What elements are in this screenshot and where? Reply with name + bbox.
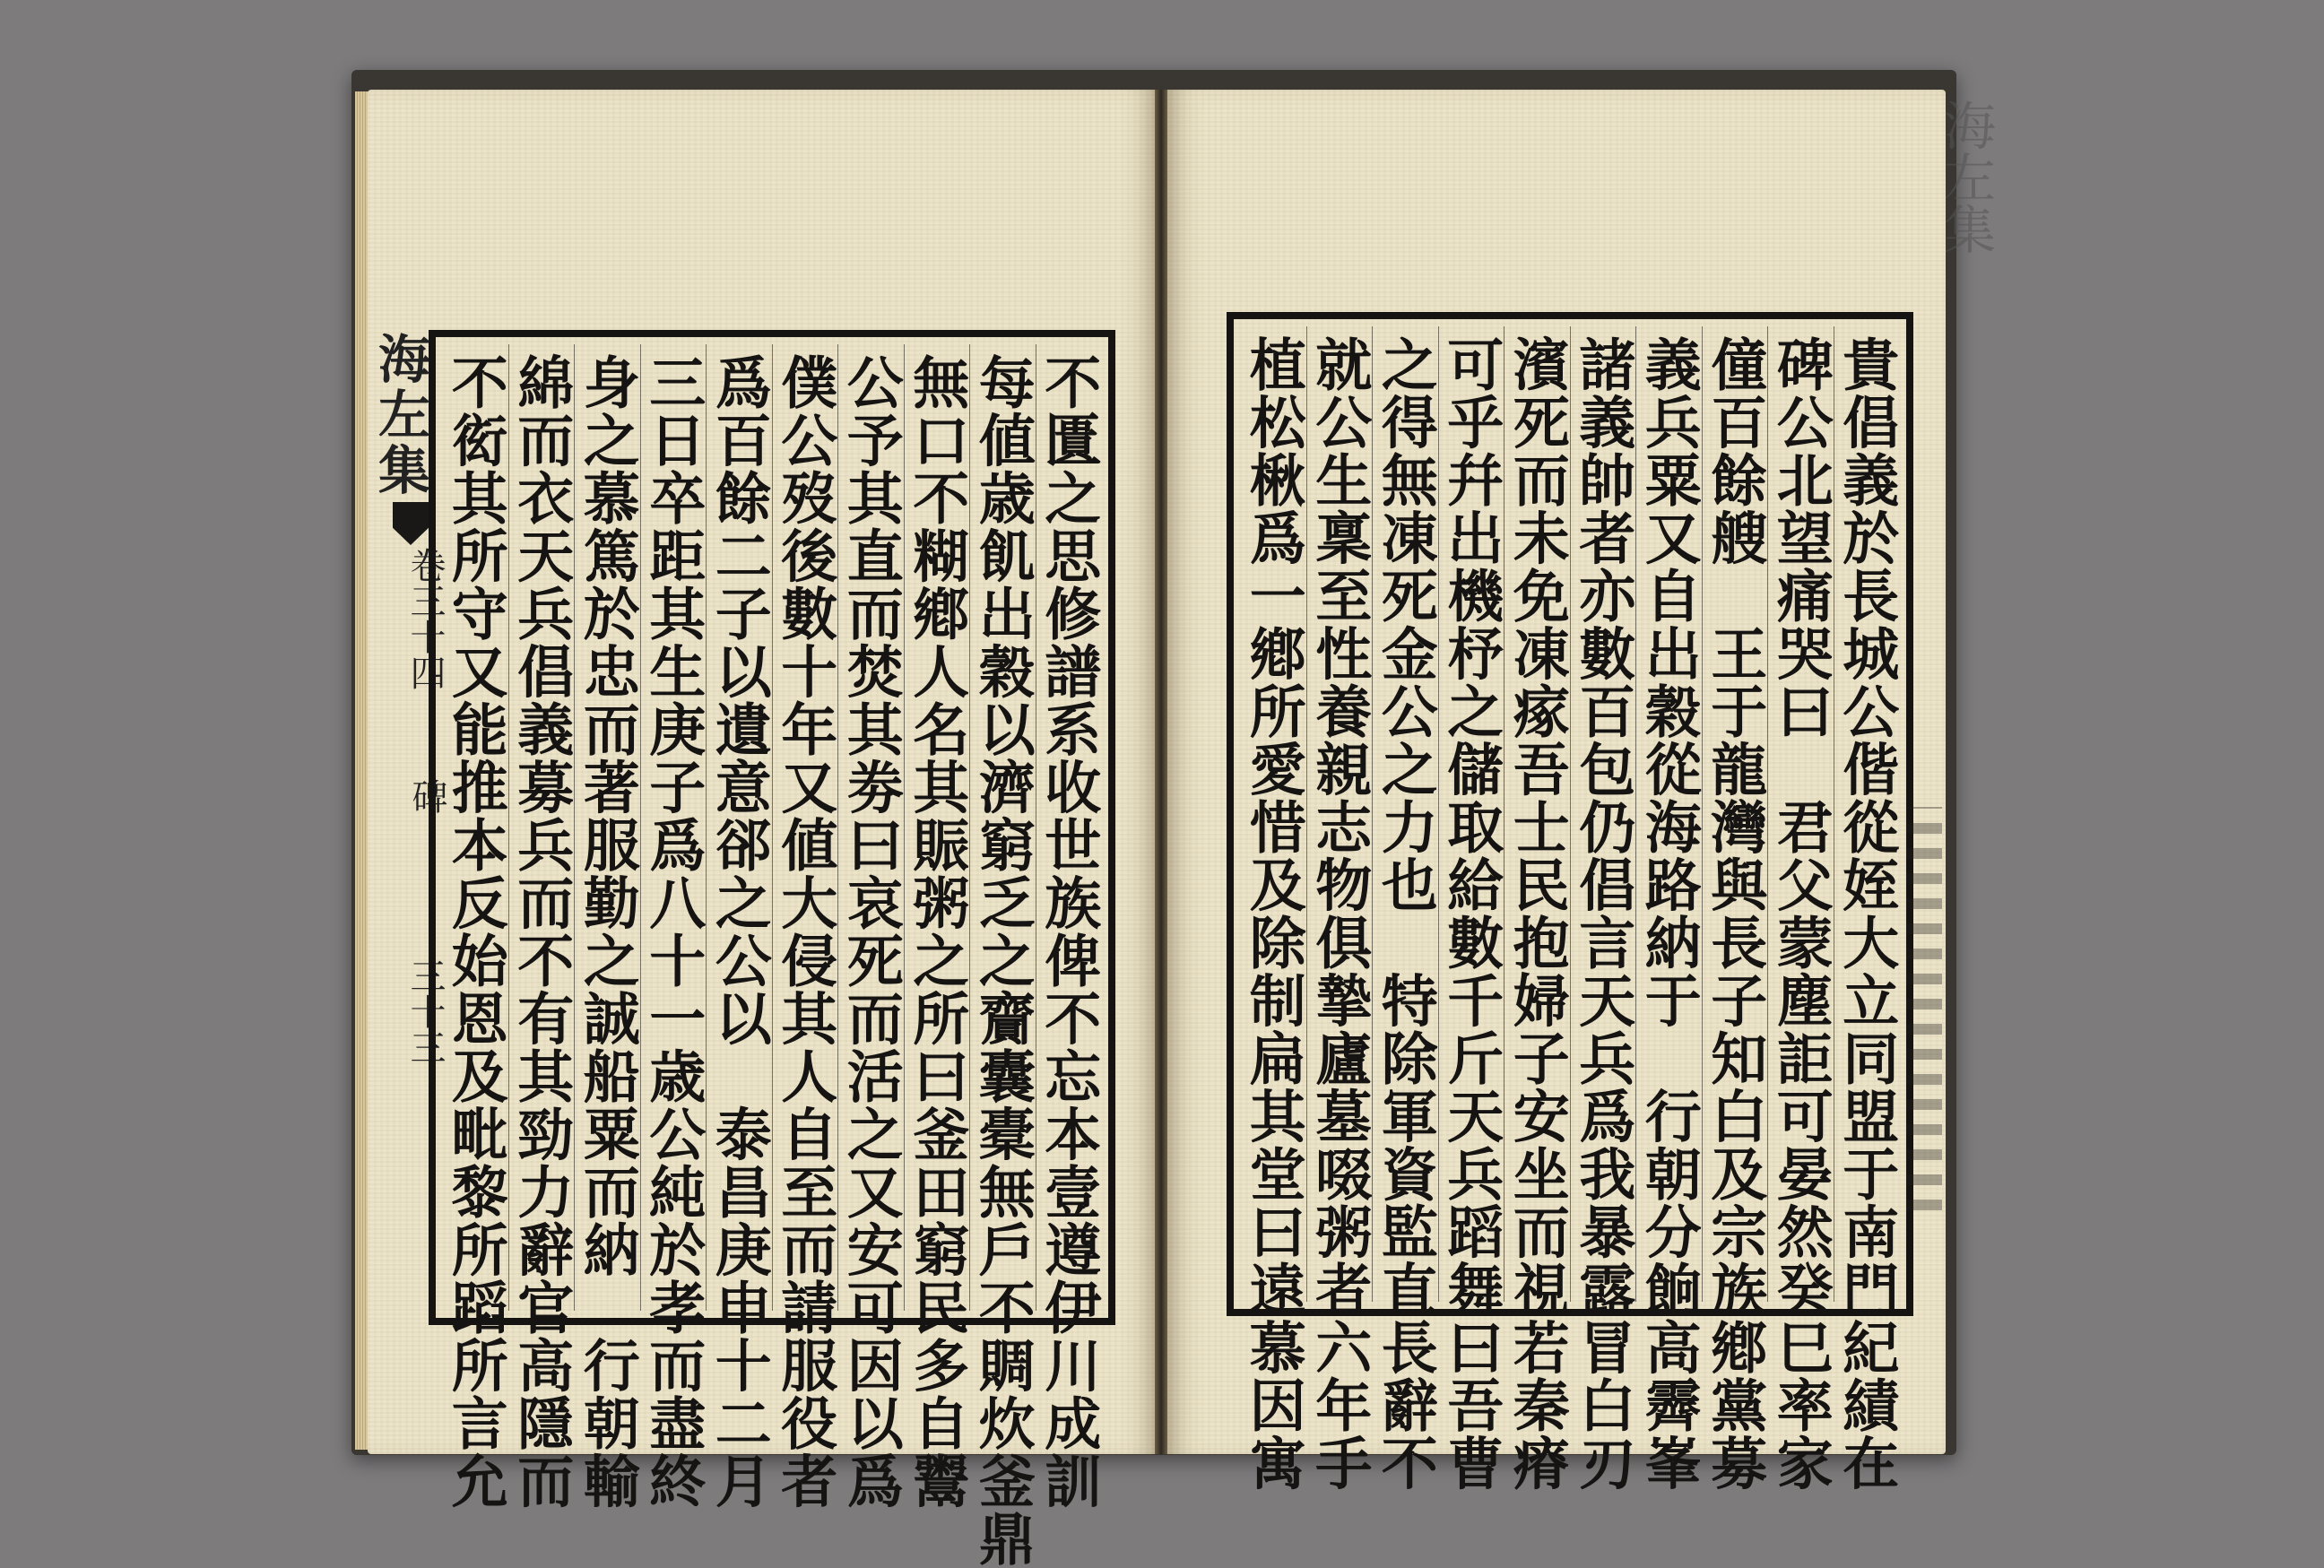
text-column xyxy=(442,344,508,1510)
margin-volume: 卷三十四 xyxy=(404,547,446,690)
column-text: 可乎幷出機杼之儲取給數千斤天兵蹈舞曰吾曹 xyxy=(1438,335,1505,1492)
column-text: 不衒其所守又能推本反始恩及毗黎所蹈所言允 xyxy=(442,353,508,1510)
text-column xyxy=(837,344,904,1510)
column-text: 之得無凍死金公之力也 特除軍資監直長辭不 xyxy=(1372,335,1438,1492)
text-column xyxy=(574,344,640,1510)
column-text: 就公生稟至性養親志物俱摯廬墓啜粥者六年手 xyxy=(1306,335,1373,1492)
right-text-frame xyxy=(1227,312,1913,1492)
text-column xyxy=(1438,326,1505,1492)
text-column xyxy=(772,344,838,1510)
margin-collection-title: 海左集 xyxy=(369,332,430,498)
column-text: 綿而衣天兵倡義募兵而不有其勁力辭官高隱而 xyxy=(508,353,575,1510)
left-text-columns xyxy=(442,344,1102,1568)
column-text: 貴倡義於長城公偕從姪大立同盟于南門紀績在 xyxy=(1834,335,1900,1492)
right-text-columns xyxy=(1240,326,1900,1492)
text-column xyxy=(640,344,707,1510)
text-column xyxy=(1240,326,1306,1492)
right-margin-ink-marks xyxy=(1906,807,1942,1210)
text-column xyxy=(1372,326,1438,1492)
text-column xyxy=(1702,326,1768,1492)
text-column xyxy=(1767,326,1834,1492)
column-text: 濱死而未免凍瘃吾士民抱婦子安坐而視若秦瘠 xyxy=(1504,335,1570,1492)
text-column xyxy=(1504,326,1570,1492)
column-text: 爲百餘二子以遺意郤之公以 泰昌庚申十二月 xyxy=(706,353,772,1510)
column-text: 碑公北望痛哭曰 君父蒙塵詎可晏然癸巳率家 xyxy=(1767,335,1834,1492)
text-column xyxy=(1036,344,1102,1510)
margin-category: 碑 xyxy=(406,778,447,814)
text-column xyxy=(1834,326,1900,1492)
column-text: 公予其直而焚其劵曰哀死而活之又安可因以爲 xyxy=(837,353,904,1510)
column-text: 三日卒距其生庚子爲八十一歳公純於孝而盡終 xyxy=(640,353,707,1510)
text-column xyxy=(508,344,575,1510)
column-text: 義兵粟又自出穀從海路納于 行朝分餉高霽峯 xyxy=(1635,335,1702,1492)
column-text: 每値歳飢出穀以濟窮乏之齎囊橐無戶不賙炊釜鼎 xyxy=(969,353,1036,1568)
book-gutter xyxy=(1155,90,1167,1454)
text-column xyxy=(1635,326,1702,1492)
text-column xyxy=(706,344,772,1510)
column-text: 身之慕篤於忠而著服勤之誠船粟而納 行朝輸 xyxy=(574,353,640,1510)
text-column xyxy=(904,344,970,1510)
column-text: 僮百餘艘 王于龍灣與長子知白及宗族鄕黨募 xyxy=(1702,335,1768,1492)
right-margin-title: 海左集 xyxy=(1935,99,1996,255)
column-text: 僕公歿後數十年又値大侵其人自至而請服役者 xyxy=(772,353,838,1510)
left-text-frame xyxy=(429,330,1115,1568)
column-text: 諸義帥者亦數百包仍倡言天兵爲我暴露冒白刃 xyxy=(1570,335,1636,1492)
text-column xyxy=(969,344,1036,1568)
text-column xyxy=(1306,326,1373,1492)
column-text: 植松楸爲一鄕所愛惜及除制扁其堂曰遠慕因寓 xyxy=(1240,335,1306,1492)
column-text: 無口不糊鄕人名其賑粥之所曰釜田窮民多自鬻 xyxy=(904,353,970,1510)
margin-page-number: 三十三 xyxy=(404,957,446,1065)
text-column xyxy=(1570,326,1636,1492)
column-text: 不匱之思修譜系收世族俾不忘本壹遵伊川成訓 xyxy=(1036,353,1102,1510)
